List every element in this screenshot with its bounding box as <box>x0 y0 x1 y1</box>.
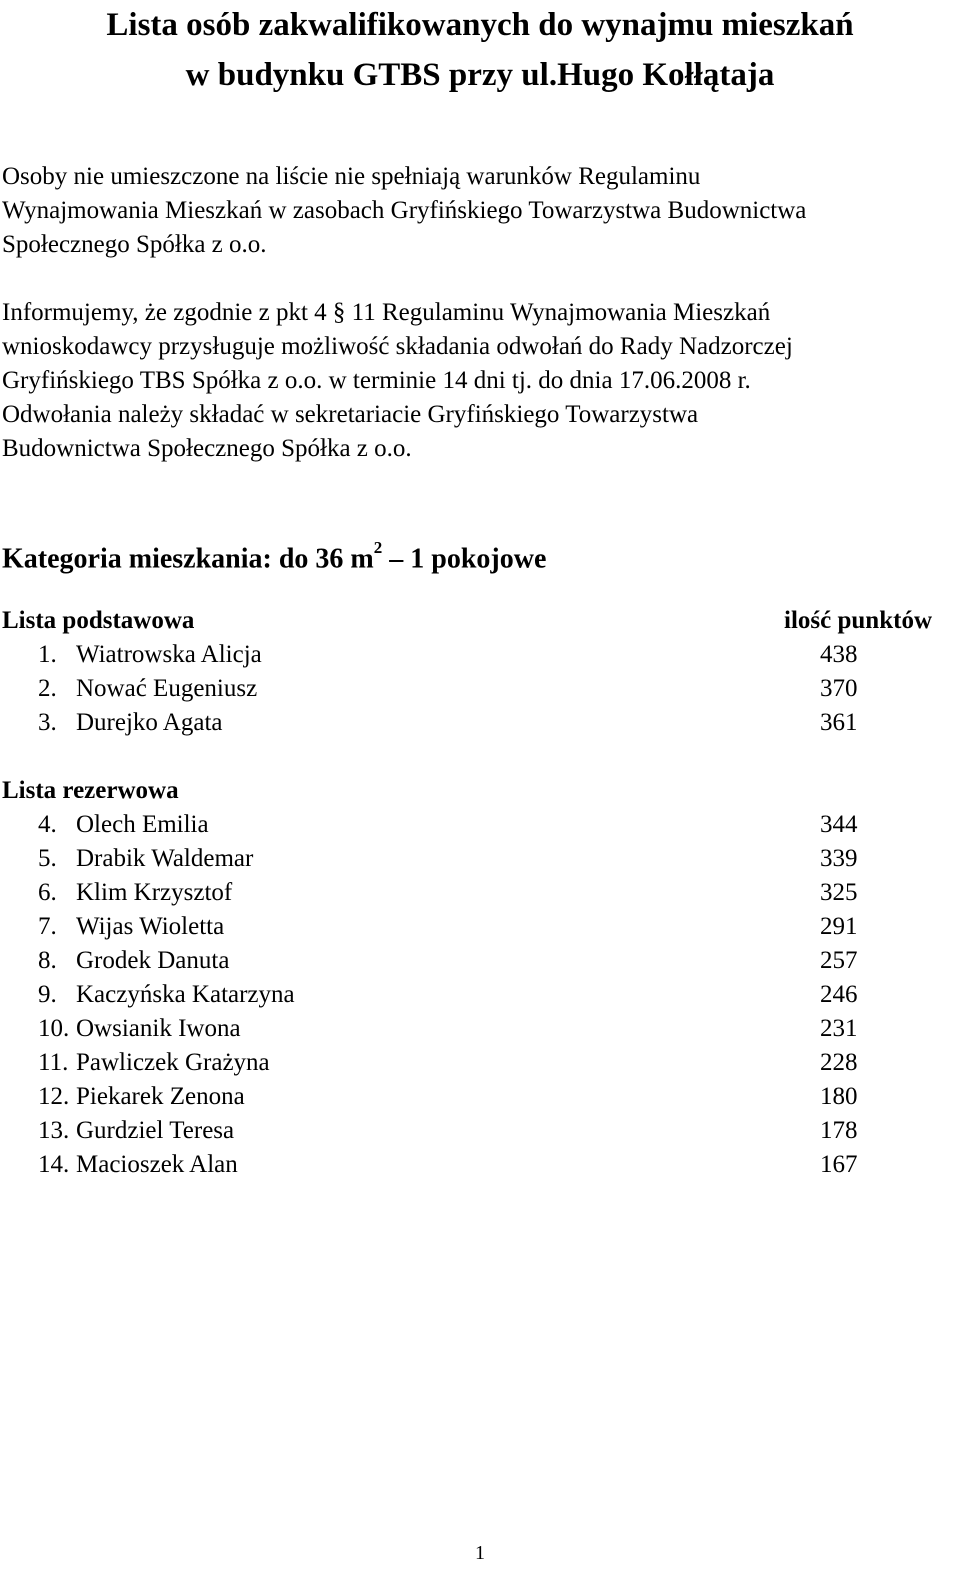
entry-name: Wiatrowska Alicja <box>76 641 262 668</box>
entry-name: Klim Krzysztof <box>76 879 233 906</box>
basic-list <box>0 638 900 740</box>
title-line-2: w budynku GTBS przy ul.Hugo Kołłątaja <box>185 57 775 93</box>
info-line-1: Informujemy, że zgodnie z pkt 4 § 11 Regulaminu Wynajmowania Mieszkań <box>2 299 771 326</box>
list-item <box>0 808 900 842</box>
entry-number: 2. <box>38 675 57 702</box>
intro-line-2: Wynajmowania Mieszkań w zasobach Gryfińskiego Towarzystwa Budownictwa <box>2 197 807 224</box>
list-item <box>0 944 900 978</box>
info-line-4: Odwołania należy składać w sekretariacie Gryfińskiego Towarzystwa <box>2 401 699 428</box>
entry-name: Grodek Danuta <box>76 947 230 974</box>
list-item <box>0 1080 900 1114</box>
appeal-info-paragraph <box>2 296 954 466</box>
page-number: 1 <box>475 1542 485 1564</box>
entry-points: 180 <box>820 1083 858 1110</box>
entry-points: 167 <box>820 1151 858 1178</box>
entry-points: 228 <box>820 1049 858 1076</box>
reserve-list <box>0 808 900 1182</box>
list-item <box>0 978 900 1012</box>
apartment-category-heading <box>2 530 546 581</box>
category-suffix: – 1 pokojowe <box>382 543 547 575</box>
entry-number: 8. <box>38 947 57 974</box>
entry-number: 3. <box>38 709 57 736</box>
entry-points: 344 <box>820 811 858 838</box>
info-line-5: Budownictwa Społecznego Spółka z o.o. <box>2 435 412 462</box>
entry-name: Piekarek Zenona <box>76 1083 245 1110</box>
reserve-list-header <box>2 774 932 808</box>
document-title <box>0 0 960 100</box>
entry-points: 246 <box>820 981 858 1008</box>
points-column-heading: ilość punktów <box>784 607 932 634</box>
entry-points: 438 <box>820 641 858 668</box>
list-item <box>0 876 900 910</box>
intro-line-1: Osoby nie umieszczone na liście nie spełniają warunków Regulaminu <box>2 163 701 190</box>
entry-number: 6. <box>38 879 57 906</box>
list-item <box>0 1012 900 1046</box>
entry-points: 257 <box>820 947 858 974</box>
entry-name: Kaczyńska Katarzyna <box>76 981 295 1008</box>
entry-number: 9. <box>38 981 57 1008</box>
entry-number: 4. <box>38 811 57 838</box>
info-line-2: wnioskodawcy przysługuje możliwość składania odwołań do Rady Nadzorczej <box>2 333 793 360</box>
entry-points: 370 <box>820 675 858 702</box>
list-item <box>0 1114 900 1148</box>
entry-number: 5. <box>38 845 57 872</box>
entry-number: 10. <box>38 1015 70 1042</box>
entry-name: Owsianik Iwona <box>76 1015 241 1042</box>
entry-points: 291 <box>820 913 858 940</box>
list-item <box>0 638 900 672</box>
entry-number: 13. <box>38 1117 70 1144</box>
list-item <box>0 1046 900 1080</box>
entry-number: 11. <box>38 1049 69 1076</box>
category-superscript: 2 <box>373 538 383 557</box>
entry-name: Macioszek Alan <box>76 1151 238 1178</box>
list-item <box>0 672 900 706</box>
entry-name: Wijas Wioletta <box>76 913 225 940</box>
intro-line-3: Społecznego Spółka z o.o. <box>2 231 267 258</box>
reserve-list-heading: Lista rezerwowa <box>2 777 179 804</box>
entry-name: Gurdziel Teresa <box>76 1117 235 1144</box>
info-line-3: Gryfińskiego TBS Spółka z o.o. w terminie 14 dni tj. do dnia 17.06.2008 r. <box>2 367 751 394</box>
entry-points: 325 <box>820 879 858 906</box>
entry-points: 178 <box>820 1117 858 1144</box>
entry-name: Drabik Waldemar <box>76 845 254 872</box>
title-line-1: Lista osób zakwalifikowanych do wynajmu mieszkań <box>106 7 854 43</box>
entry-name: Olech Emilia <box>76 811 209 838</box>
entry-name: Durejko Agata <box>76 709 223 736</box>
list-item <box>0 706 900 740</box>
entry-name: Pawliczek Grażyna <box>76 1049 270 1076</box>
entry-number: 12. <box>38 1083 70 1110</box>
list-item <box>0 842 900 876</box>
list-item <box>0 1148 900 1182</box>
list-item <box>0 910 900 944</box>
category-prefix: Kategoria mieszkania: do 36 m <box>2 543 374 575</box>
basic-list-header <box>2 604 932 638</box>
entry-points: 361 <box>820 709 858 736</box>
entry-points: 339 <box>820 845 858 872</box>
entry-number: 14. <box>38 1151 70 1178</box>
basic-list-heading: Lista podstawowa <box>2 607 195 634</box>
intro-paragraph <box>2 160 954 262</box>
entry-number: 1. <box>38 641 57 668</box>
entry-name: Nować Eugeniusz <box>76 675 258 702</box>
entry-points: 231 <box>820 1015 858 1042</box>
entry-number: 7. <box>38 913 57 940</box>
